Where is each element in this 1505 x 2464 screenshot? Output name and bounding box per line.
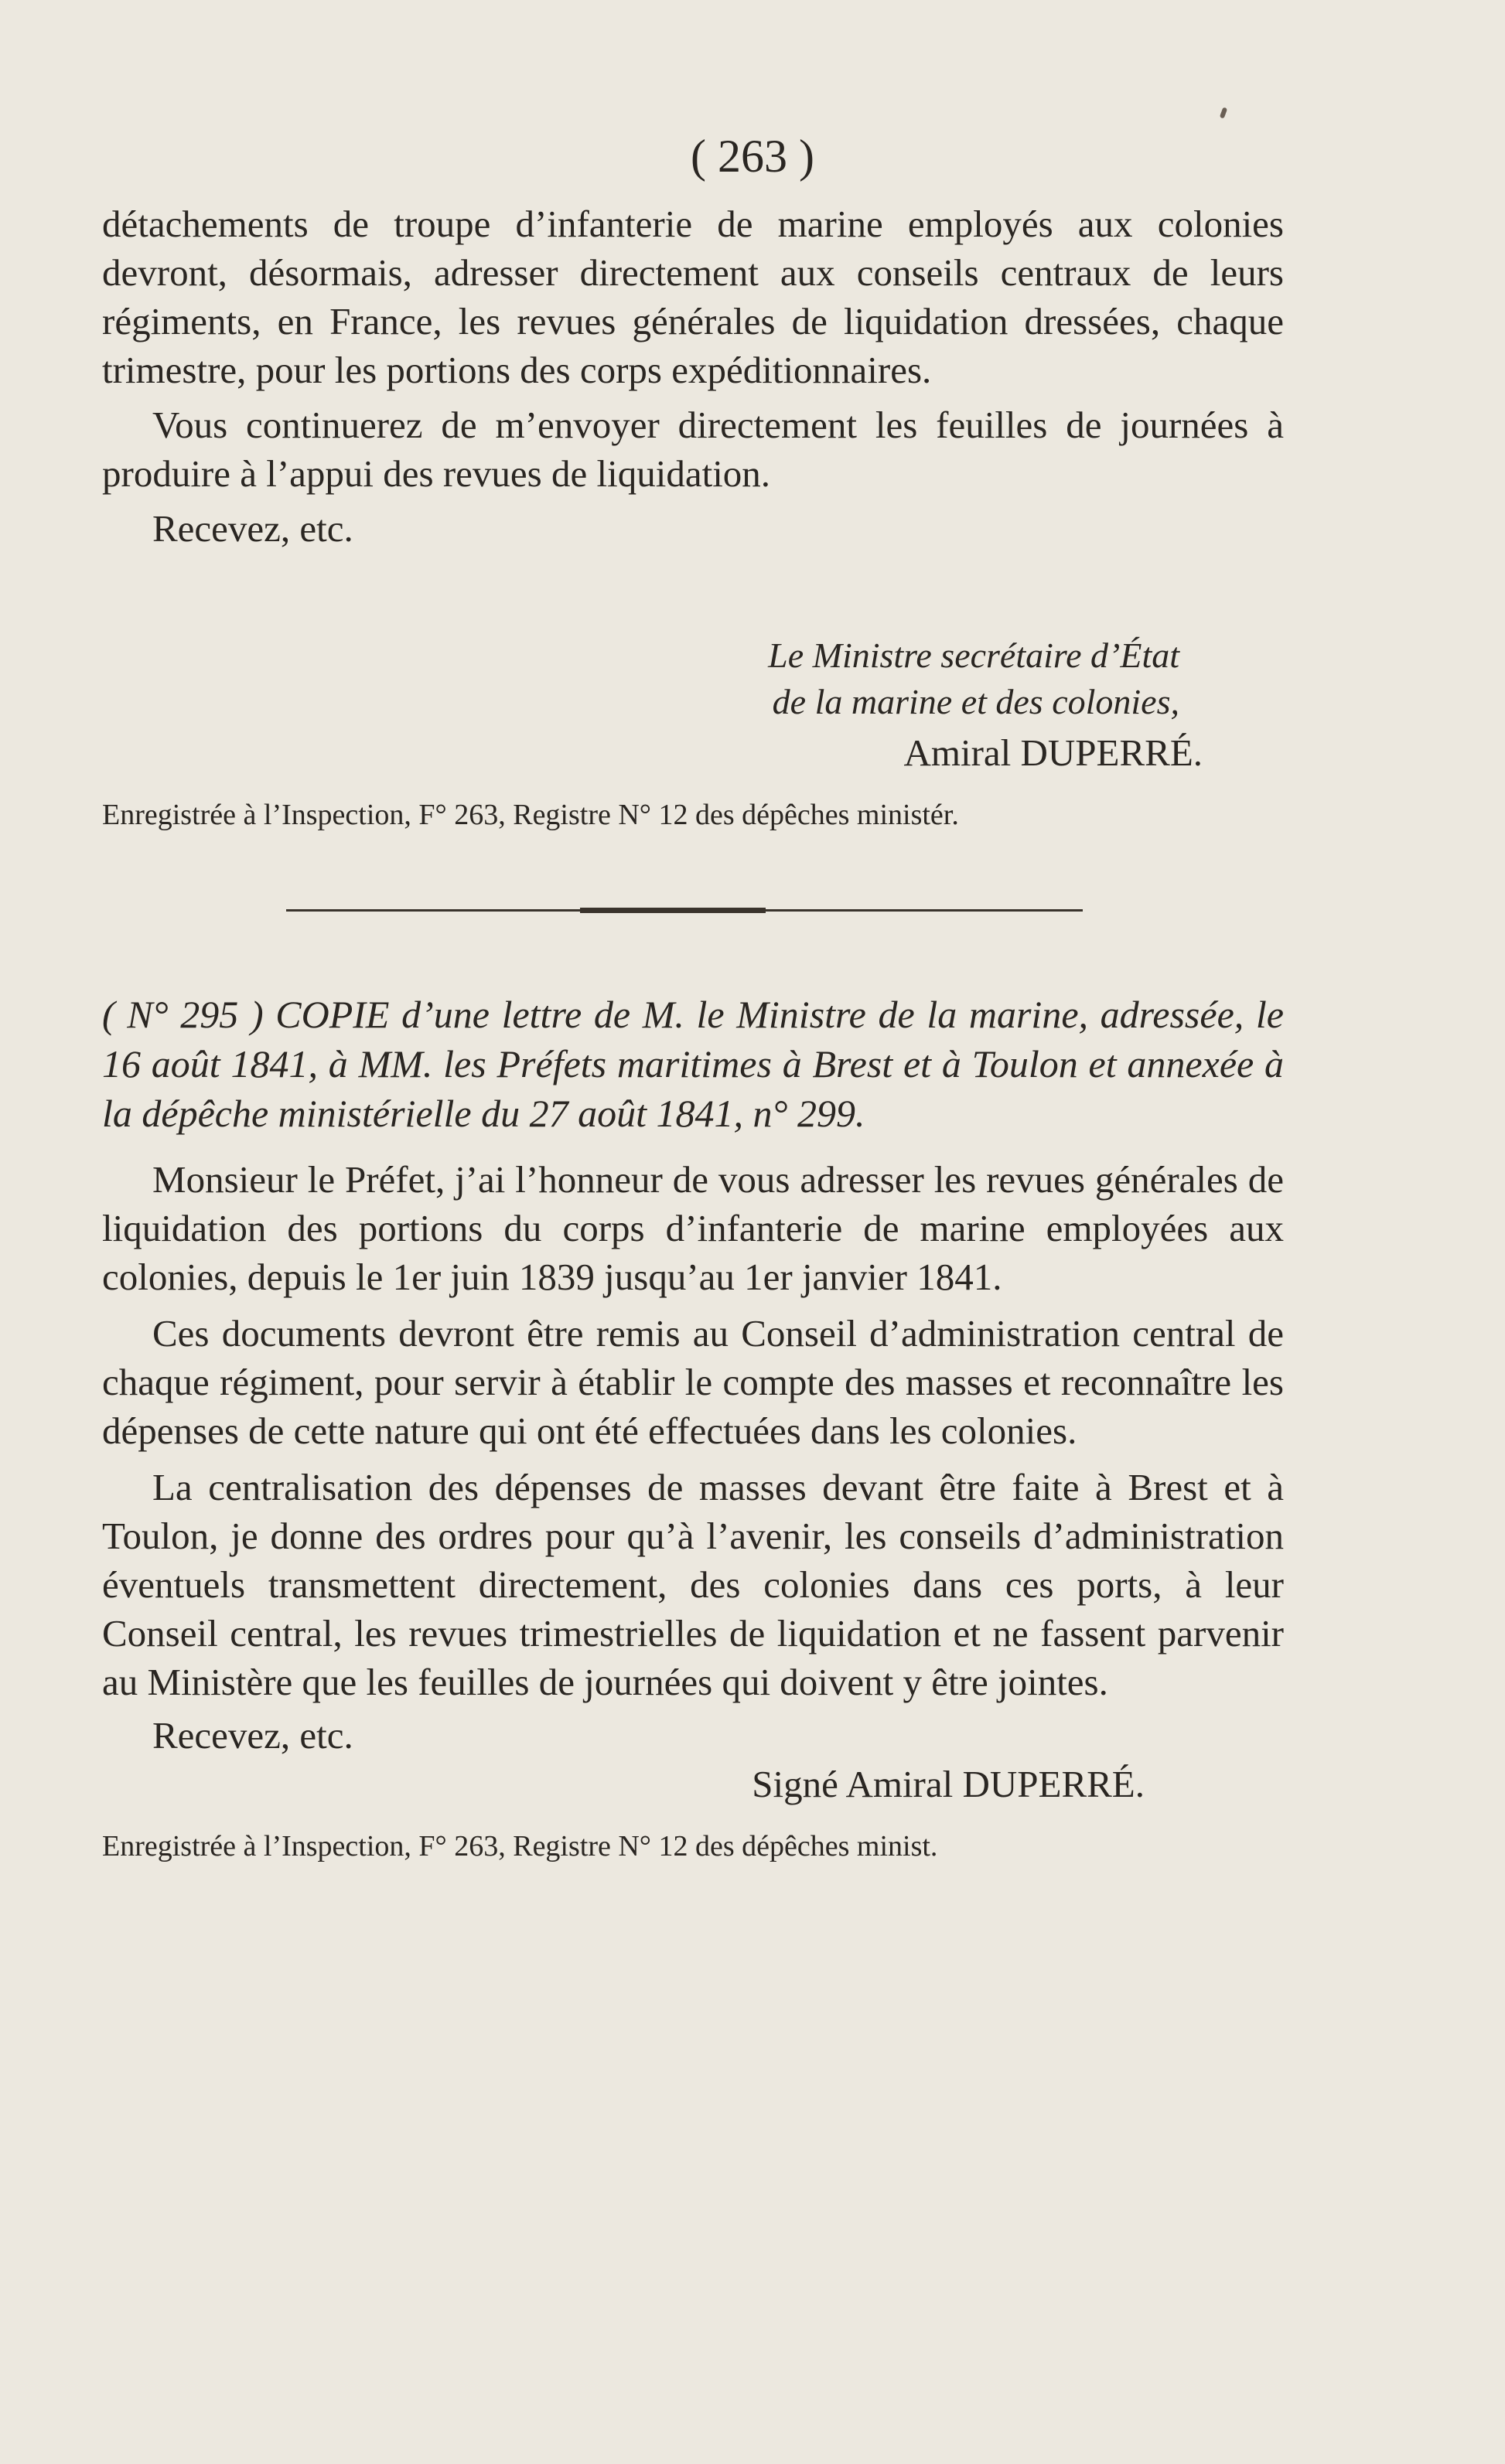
letter-1-body — [102, 199, 1284, 553]
letter-2-body — [102, 990, 1284, 1866]
letter-2-paragraph-3: La centralisation des dépenses de masses devant être faite à Brest et à Toulon, je donne des ordres pour qu’à l’avenir, les conseils d’administration éventuels transmettent directement, des colonies dans ces ports, à leur Conseil central, les revues trimestrielles de liquidation et ne fassent parvenir au Ministère que les feuilles de journées qui doivent y être jointes. — [102, 1466, 1284, 1703]
letter-1-signature-title-1: Le Ministre secrétaire d’État — [768, 636, 1179, 675]
letter-1-closing: Recevez, etc. — [152, 507, 353, 550]
letter-1-registration: Enregistrée à l’Inspection, F° 263, Registre N° 12 des dépêches ministér. — [102, 799, 959, 831]
letter-1-signature-name: Amiral DUPERRÉ. — [903, 731, 1203, 774]
letter-2-paragraph-2: Ces documents devront être remis au Conseil d’administration central de chaque régiment, pour servir à établir le compte des masses et reconnaître les dépenses de cette nature qui ont été effectuées dans les colonies. — [102, 1312, 1284, 1452]
letter-2-registration: Enregistrée à l’Inspection, F° 263, Registre N° 12 des dépêches minist. — [102, 1830, 938, 1862]
letter-1-signature — [102, 632, 1284, 834]
section-divider — [286, 909, 1083, 912]
letter-2-paragraph-1: Monsieur le Préfet, j’ai l’honneur de vous adresser les revues générales de liquidation des portions du corps d’infanterie de marine employées aux colonies, depuis le 1er juin 1839 jusqu’au 1er janvier 1841. — [102, 1158, 1284, 1298]
page-number: ( 263 ) — [691, 131, 814, 182]
letter-1-paragraph-2: Vous continuerez de m’envoyer directement les feuilles de journées à produire à l’appui des revues de liquidation. — [102, 404, 1284, 495]
ink-mark — [1220, 107, 1227, 118]
letter-1-signature-title-2: de la marine et des colonies, — [772, 682, 1179, 721]
letter-1-paragraph-1: détachements de troupe d’infanterie de marine employés aux colonies devront, désormais, adresser directement aux conseils centraux de leurs régiments, en France, les revues générales de liquidation dressées, chaque trimestre, pour les portions des corps expéditionnaires. — [102, 203, 1284, 391]
letter-2-closing: Recevez, etc. — [152, 1714, 353, 1757]
letter-2-heading: ( N° 295 ) COPIE d’une lettre de M. le Ministre de la marine, adressée, le 16 août 1841, à MM. les Préfets maritimes à Brest et à Toulon et annexée à la dépêche ministérielle du 27 août 1841, n° 299. — [102, 993, 1284, 1135]
letter-2-signature: Signé Amiral DUPERRÉ. — [752, 1763, 1145, 1805]
